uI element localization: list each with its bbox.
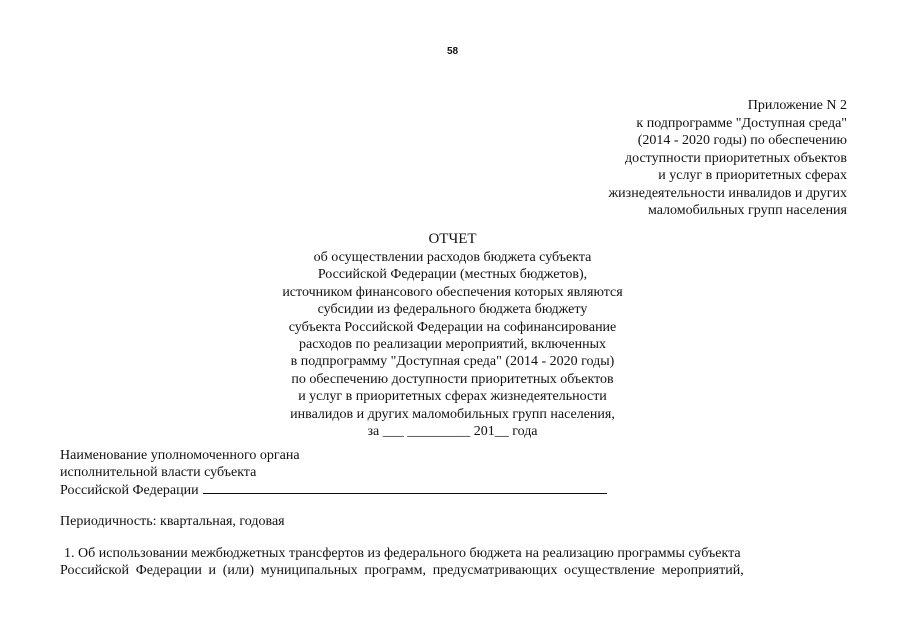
report-line: расходов по реализации мероприятий, включенных: [298, 337, 607, 353]
appendix-line: (2014 - 2020 годы) по обеспечению: [637, 133, 847, 148]
appendix-line: Приложение N 2: [747, 98, 847, 113]
authority-label-line: Российской Федерации: [60, 483, 199, 498]
report-line: по обеспечению доступности приоритетных объектов: [291, 371, 614, 387]
appendix-header: [609, 97, 848, 220]
report-line: об осуществлении расходов бюджета субъекта: [313, 250, 592, 265]
appendix-line: к подпрограмме "Доступная среда": [636, 115, 847, 131]
appendix-line: маломобильных групп населения: [647, 203, 847, 218]
report-line: Российской Федерации (местных бюджетов),: [317, 267, 588, 283]
periodicity-text: Периодичность: квартальная, годовая: [60, 514, 285, 529]
report-line: субъекта Российской Федерации на софинансирование: [288, 319, 617, 335]
report-heading: [0, 230, 905, 440]
section-1-line: 1. Об использовании межбюджетных трансфертов из федерального бюджета на реализацию программы субъекта: [64, 546, 741, 561]
appendix-line: и услуг в приоритетных сферах: [658, 168, 847, 183]
appendix-line: доступности приоритетных объектов: [625, 150, 847, 166]
report-title: ОТЧЕТ: [428, 231, 477, 247]
authority-label-row: [60, 481, 607, 499]
section-1-line: Российской Федерации и (или) муниципальных программ, предусматривающих осуществление мероприятий,: [60, 562, 744, 578]
section-1-paragraph: [60, 546, 808, 579]
report-line: инвалидов и других маломобильных групп населения,: [290, 406, 615, 422]
authority-name-blank-line: [203, 481, 607, 494]
authority-label-line: исполнительной власти субъекта: [60, 465, 257, 480]
authority-label-line: Наименование уполномоченного органа: [60, 448, 300, 463]
report-line: источником финансового обеспечения которых являются: [282, 284, 623, 300]
report-line: и услуг в приоритетных сферах жизнедеятельности: [298, 389, 607, 405]
report-period-line: за ___ _________ 201__ года: [367, 424, 538, 440]
authority-name-block: [60, 447, 607, 499]
report-line: субсидии из федерального бюджета бюджету: [317, 302, 588, 318]
page-number: 58: [446, 46, 459, 57]
appendix-line: жизнедеятельности инвалидов и других: [608, 185, 847, 201]
report-line: в подпрограмму "Доступная среда" (2014 - 2020 годы): [290, 354, 615, 370]
